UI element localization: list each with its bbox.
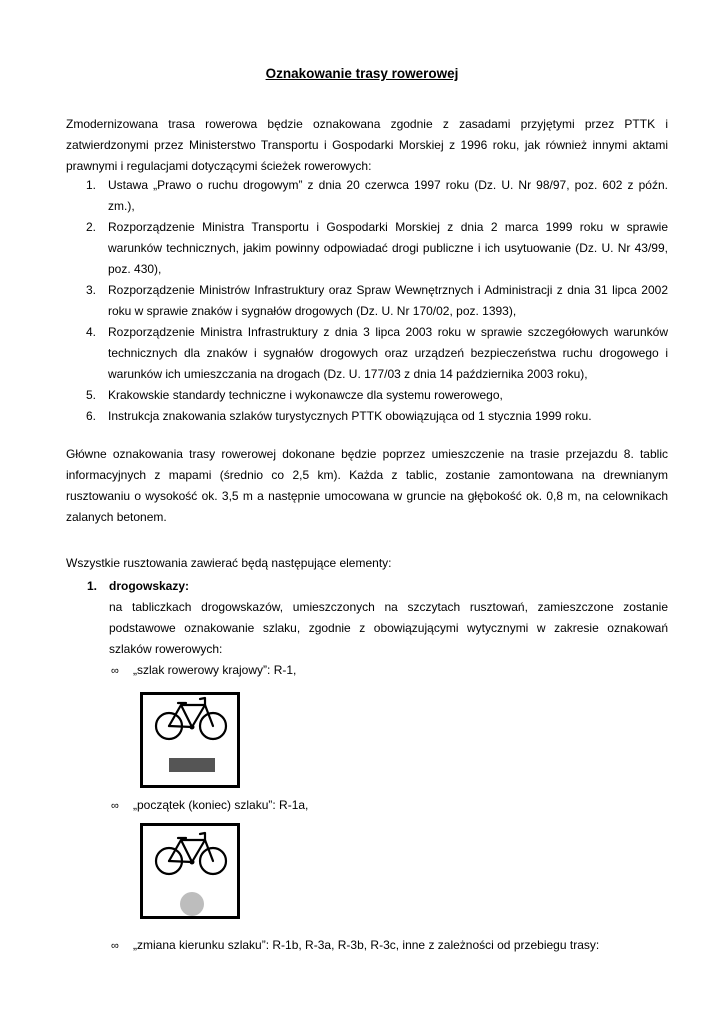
list-line: Krakowskie standardy techniczne i wykonawcze dla systemu rowerowego, [108, 388, 503, 402]
description-line: na tabliczkach drogowskazów, umieszczonych na szczytach rusztowań, zamieszczone zostanie [109, 600, 668, 614]
legal-acts-list [66, 175, 668, 427]
elements-intro [66, 553, 668, 574]
intro-paragraph [66, 114, 668, 177]
bullet-text: „początek (koniec) szlaku”: R-1a, [133, 798, 309, 812]
list-number: 5. [86, 388, 97, 402]
list-line: roku w sprawie znaków i sygnałów drogowych (Dz. U. Nr 170/02, poz. 1393), [108, 304, 517, 318]
list-number: 6. [86, 409, 97, 423]
list-line: Ustawa „Prawo o ruchu drogowym” z dnia 20 czerwca 1997 roku (Dz. U. Nr 98/97, poz. 602 z późn. [108, 178, 668, 192]
element-heading [87, 576, 189, 597]
list-line: zm.), [108, 199, 135, 213]
bullet-item [111, 795, 308, 817]
element-label: drogowskazy: [109, 579, 190, 593]
bullet-item [111, 935, 599, 957]
bullet-symbol: ∞ [111, 800, 119, 812]
list-line: Rozporządzenie Ministra Infrastruktury z dnia 3 lipca 2003 roku w sprawie szczegółowych warunków [108, 325, 668, 339]
list-number: 4. [86, 325, 97, 339]
route-start-dot [180, 892, 204, 916]
bullet-symbol: ∞ [111, 665, 119, 677]
list-number: 2. [86, 220, 97, 234]
list-number: 3. [86, 283, 97, 297]
list-item [66, 280, 668, 322]
list-item [66, 217, 668, 280]
list-item [66, 322, 668, 385]
intro-line: zatwierdzonymi przez Ministerstwo Transportu i Gospodarki Morskiej z 1996 roku, jak również innymi aktami [66, 138, 668, 152]
sign-r1a [140, 823, 240, 919]
list-number: 1. [86, 178, 97, 192]
paragraph-line: informacyjnych z mapami (średnio co 2,5 km). Każda z tablic, zostanie zamontowana na drewnianym [66, 468, 668, 482]
intro-line: prawnymi i regulacjami dotyczącymi ścieżek rowerowych: [66, 159, 372, 173]
paragraph-line: zalanych betonem. [66, 510, 167, 524]
description-line: szlaków rowerowych: [109, 642, 223, 656]
list-line: technicznych dla znaków i sygnałów drogowych oraz urządzeń bezpieczeństwa ruchu drogowego i [108, 346, 668, 360]
page-title: Oznakowanie trasy rowerowej [265, 66, 459, 81]
list-line: Rozporządzenie Ministra Transportu i Gospodarki Morskiej z dnia 2 marca 1999 roku w sprawie [108, 220, 668, 234]
list-line: warunków technicznych, jakim powinny odpowiadać drogi publiczne i ich usytuowanie (Dz. U. Nr 43/99, [108, 241, 668, 255]
element-number: 1. [87, 579, 98, 593]
paragraph-line: Wszystkie rusztowania zawierać będą następujące elementy: [66, 556, 392, 570]
list-item [66, 385, 668, 406]
sign-r1 [140, 692, 240, 788]
description-line: podstawowe oznakowanie szlaku, zgodnie z obowiązującymi wytycznymi w zakresie oznakowań [109, 621, 668, 635]
bullet-item [111, 660, 296, 682]
list-line: Rozporządzenie Ministrów Infrastruktury oraz Spraw Wewnętrznych i Administracji z dnia 31 lipca 2002 [108, 283, 668, 297]
paragraph-line: Główne oznakowania trasy rowerowej dokonane będzie poprzez umieszczenie na trasie przejazdu 8. tablic [66, 447, 668, 461]
route-marker-bar [169, 758, 215, 772]
list-item [66, 406, 668, 427]
bullet-text: „szlak rowerowy krajowy”: R-1, [133, 663, 297, 677]
paragraph-line: rusztowaniu o wysokość ok. 3,5 m a następnie umocowana w gruncie na głębokość ok. 0,8 m, na celownikach [66, 489, 668, 503]
list-line: poz. 430), [108, 262, 162, 276]
list-item [66, 175, 668, 217]
bullet-symbol: ∞ [111, 940, 119, 952]
bullet-text: „zmiana kierunku szlaku”: R-1b, R-3a, R-3b, R-3c, inne z zależności od przebiegu trasy: [133, 938, 600, 952]
list-line: Instrukcja znakowania szlaków turystycznych PTTK obowiązująca od 1 stycznia 1999 roku. [108, 409, 592, 423]
main-paragraph [66, 444, 668, 528]
intro-line: Zmodernizowana trasa rowerowa będzie oznakowana zgodnie z zasadami przyjętymi przez PTTK i [66, 117, 668, 131]
element-description [109, 597, 668, 660]
list-line: warunków ich umieszczania na drogach (Dz. U. 177/03 z dnia 14 października 2003 roku), [108, 367, 588, 381]
